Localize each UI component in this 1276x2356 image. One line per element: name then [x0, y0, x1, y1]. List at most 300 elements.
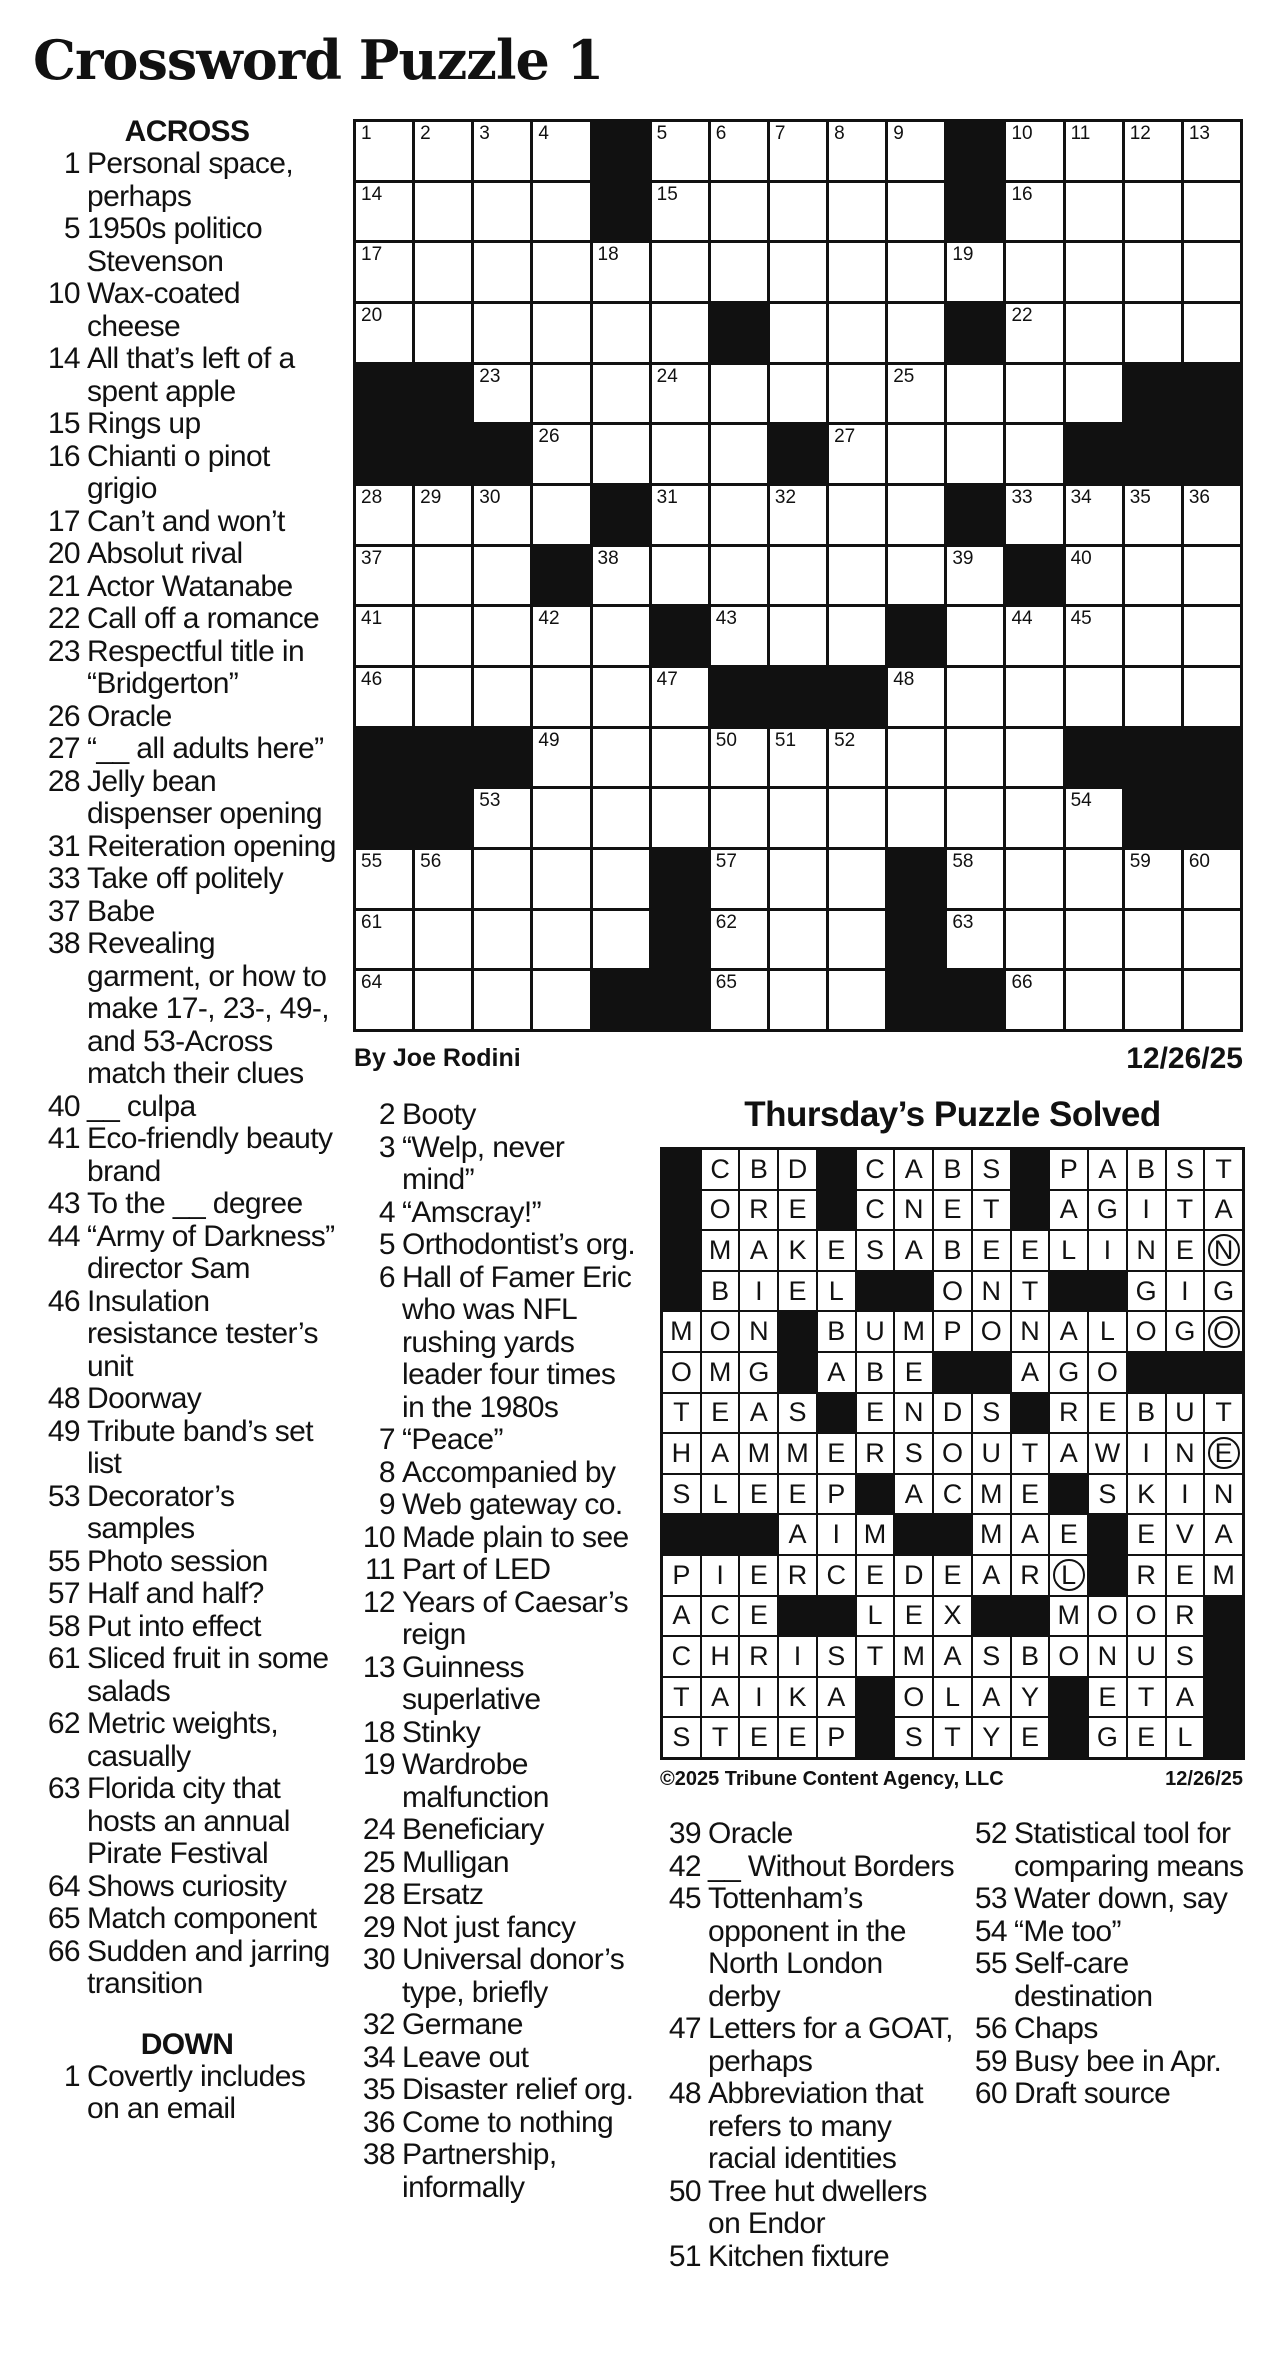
- grid-cell[interactable]: [533, 789, 589, 847]
- grid-block: [888, 971, 944, 1029]
- solution-cell: [973, 1678, 1010, 1717]
- solution-letter: C: [942, 1478, 963, 1509]
- grid-cell[interactable]: [829, 425, 885, 483]
- clue-text: Self-care destination: [1014, 1947, 1153, 2013]
- grid-cell[interactable]: [888, 789, 944, 847]
- grid-cell[interactable]: [947, 911, 1003, 969]
- grid-cell[interactable]: [1066, 911, 1122, 969]
- cell-number: 29: [420, 487, 442, 508]
- clue-text: “Me too”: [1014, 1914, 1121, 1948]
- grid-block: [829, 668, 885, 726]
- solution-letter: A: [943, 1640, 962, 1671]
- grid-block: [356, 365, 412, 423]
- grid-cell[interactable]: [474, 668, 530, 726]
- grid-cell[interactable]: [1184, 971, 1240, 1029]
- solution-cell: [779, 1231, 816, 1270]
- grid-cell[interactable]: [1006, 243, 1062, 301]
- byline: By Joe Rodini: [354, 1044, 521, 1072]
- grid-cell[interactable]: [474, 911, 530, 969]
- grid-cell[interactable]: [947, 607, 1003, 665]
- grid-cell[interactable]: [829, 183, 885, 241]
- grid-cell[interactable]: [1184, 911, 1240, 969]
- grid-cell[interactable]: [711, 547, 767, 605]
- grid-cell[interactable]: [711, 365, 767, 423]
- grid-cell[interactable]: [533, 486, 589, 544]
- grid-cell[interactable]: [770, 304, 826, 362]
- solution-cell: [857, 1556, 894, 1595]
- grid-cell[interactable]: [533, 971, 589, 1029]
- grid-cell[interactable]: [474, 183, 530, 241]
- grid-cell[interactable]: [533, 607, 589, 665]
- grid-cell[interactable]: [1184, 486, 1240, 544]
- grid-cell[interactable]: [1006, 911, 1062, 969]
- clue-text: Web gateway co.: [402, 1488, 623, 1521]
- grid-cell[interactable]: [711, 607, 767, 665]
- solution-letter: I: [793, 1640, 802, 1671]
- solution-letter: N: [904, 1397, 924, 1428]
- grid-cell[interactable]: [1006, 607, 1062, 665]
- grid-cell[interactable]: [888, 486, 944, 544]
- cell-number: 47: [656, 669, 678, 690]
- grid-cell[interactable]: [829, 122, 885, 180]
- grid-cell[interactable]: [770, 486, 826, 544]
- grid-cell[interactable]: [1006, 789, 1062, 847]
- grid-cell[interactable]: [829, 971, 885, 1029]
- down-clue: [660, 2078, 960, 2176]
- down-clue-list-part-2: [353, 1099, 643, 2204]
- grid-cell[interactable]: [652, 668, 708, 726]
- grid-cell[interactable]: [652, 304, 708, 362]
- grid-cell[interactable]: [1006, 850, 1062, 908]
- solution-block: [895, 1515, 932, 1554]
- solution-cell: [934, 1718, 971, 1757]
- grid-cell[interactable]: [652, 183, 708, 241]
- grid-cell[interactable]: [770, 183, 826, 241]
- grid-cell[interactable]: [1066, 607, 1122, 665]
- grid-cell[interactable]: [1184, 243, 1240, 301]
- solution-letter: O: [941, 1437, 963, 1468]
- solution-block: [779, 1312, 816, 1351]
- clue-number: 29: [362, 1910, 395, 1944]
- solution-letter: M: [979, 1478, 1003, 1509]
- grid-cell[interactable]: [593, 607, 649, 665]
- grid-cell[interactable]: [711, 486, 767, 544]
- grid-cell[interactable]: [888, 547, 944, 605]
- solution-letter: I: [1142, 1437, 1150, 1468]
- grid-cell[interactable]: [829, 486, 885, 544]
- grid-cell[interactable]: [1125, 183, 1181, 241]
- grid-cell[interactable]: [652, 789, 708, 847]
- grid-cell[interactable]: [652, 122, 708, 180]
- grid-cell[interactable]: [1125, 486, 1181, 544]
- grid-block: [652, 850, 708, 908]
- clue-text: Chianti o pinot grigio: [87, 439, 270, 505]
- cell-number: 27: [834, 426, 856, 448]
- grid-cell[interactable]: [888, 668, 944, 726]
- solution-cell: [779, 1272, 816, 1311]
- grid-cell[interactable]: [770, 971, 826, 1029]
- grid-cell[interactable]: [829, 850, 885, 908]
- grid-cell[interactable]: [415, 486, 471, 544]
- solution-letter: W: [1094, 1437, 1121, 1468]
- grid-cell[interactable]: [415, 911, 471, 969]
- grid-cell[interactable]: [474, 971, 530, 1029]
- clue-text: Call off a romance: [87, 602, 320, 635]
- grid-cell[interactable]: [711, 789, 767, 847]
- solution-cell: [1205, 1556, 1242, 1595]
- grid-cell[interactable]: [356, 547, 412, 605]
- grid-cell[interactable]: [1006, 668, 1062, 726]
- grid-cell[interactable]: [533, 304, 589, 362]
- grid-cell[interactable]: [533, 122, 589, 180]
- grid-cell[interactable]: [356, 911, 412, 969]
- solution-cell: [857, 1434, 894, 1473]
- grid-cell[interactable]: [829, 607, 885, 665]
- solution-letter: A: [1020, 1356, 1039, 1387]
- solution-letter: L: [1099, 1316, 1115, 1347]
- solution-cell: [857, 1515, 894, 1554]
- across-clue: [38, 1416, 336, 1481]
- solution-cell: [1050, 1231, 1087, 1270]
- solution-cell: [702, 1353, 739, 1392]
- grid-cell[interactable]: [593, 789, 649, 847]
- grid-block: [947, 183, 1003, 241]
- solution-letter: O: [1135, 1316, 1157, 1347]
- grid-block: [593, 486, 649, 544]
- solution-cell: [663, 1475, 700, 1514]
- solution-letter: A: [1059, 1194, 1078, 1225]
- clue-text: Partnership, informally: [402, 2138, 557, 2204]
- grid-cell[interactable]: [829, 789, 885, 847]
- grid-cell[interactable]: [356, 850, 412, 908]
- solution-letter: R: [749, 1194, 769, 1225]
- across-clue: [38, 343, 336, 408]
- grid-cell[interactable]: [415, 122, 471, 180]
- solution-letter: G: [1213, 1275, 1235, 1306]
- solution-cell: [1167, 1394, 1204, 1433]
- across-clue: [38, 1481, 336, 1546]
- grid-cell[interactable]: [711, 243, 767, 301]
- grid-cell[interactable]: [888, 425, 944, 483]
- grid-cell[interactable]: [593, 729, 649, 787]
- grid-cell[interactable]: [829, 243, 885, 301]
- grid-cell[interactable]: [947, 729, 1003, 787]
- grid-cell[interactable]: [1006, 365, 1062, 423]
- grid-cell[interactable]: [1066, 971, 1122, 1029]
- solution-block: [1205, 1597, 1242, 1636]
- crossword-grid[interactable]: [353, 119, 1243, 1032]
- grid-cell[interactable]: [1066, 243, 1122, 301]
- grid-cell[interactable]: [711, 850, 767, 908]
- grid-cell[interactable]: [415, 547, 471, 605]
- grid-cell[interactable]: [1066, 183, 1122, 241]
- grid-cell[interactable]: [770, 607, 826, 665]
- grid-cell[interactable]: [1184, 547, 1240, 605]
- grid-cell[interactable]: [652, 486, 708, 544]
- grid-cell[interactable]: [711, 183, 767, 241]
- solution-cell: [857, 1353, 894, 1392]
- solution-letter: G: [1058, 1356, 1080, 1387]
- grid-cell[interactable]: [593, 668, 649, 726]
- grid-cell[interactable]: [947, 365, 1003, 423]
- grid-cell[interactable]: [888, 122, 944, 180]
- grid-cell[interactable]: [356, 304, 412, 362]
- down-clue-list-part-1: [38, 2061, 336, 2126]
- grid-cell[interactable]: [947, 850, 1003, 908]
- grid-cell[interactable]: [888, 729, 944, 787]
- clue-text: Made plain to see: [402, 1520, 629, 1554]
- across-clue: [38, 1611, 336, 1644]
- grid-cell[interactable]: [652, 547, 708, 605]
- grid-cell[interactable]: [1066, 850, 1122, 908]
- grid-block: [947, 486, 1003, 544]
- grid-cell[interactable]: [770, 547, 826, 605]
- grid-cell[interactable]: [1125, 243, 1181, 301]
- solution-cell: [818, 1637, 855, 1676]
- grid-cell[interactable]: [770, 729, 826, 787]
- grid-cell[interactable]: [888, 183, 944, 241]
- solution-cell: [934, 1434, 971, 1473]
- grid-cell[interactable]: [770, 789, 826, 847]
- solution-cell: [1050, 1394, 1087, 1433]
- solution-cell: [895, 1678, 932, 1717]
- cell-number: 50: [715, 729, 737, 751]
- clue-text: Hall of Famer Eric who was NFL rushing yards leader four times in the 1980s: [402, 1260, 632, 1424]
- grid-cell[interactable]: [1125, 304, 1181, 362]
- grid-cell[interactable]: [1125, 668, 1181, 726]
- grid-cell[interactable]: [533, 729, 589, 787]
- solution-letter: E: [827, 1437, 846, 1468]
- cell-number: 40: [1070, 547, 1092, 569]
- grid-cell[interactable]: [711, 729, 767, 787]
- solution-letter: A: [749, 1397, 768, 1428]
- grid-cell[interactable]: [1184, 304, 1240, 362]
- grid-cell[interactable]: [947, 668, 1003, 726]
- grid-cell[interactable]: [593, 365, 649, 423]
- grid-cell[interactable]: [829, 729, 885, 787]
- grid-cell[interactable]: [1125, 607, 1181, 665]
- clue-text: Letters for a GOAT, perhaps: [708, 2012, 953, 2078]
- grid-cell[interactable]: [474, 365, 530, 423]
- grid-cell[interactable]: [415, 243, 471, 301]
- solution-letter: C: [710, 1153, 730, 1184]
- grid-cell[interactable]: [356, 486, 412, 544]
- grid-cell[interactable]: [947, 547, 1003, 605]
- grid-cell[interactable]: [1066, 789, 1122, 847]
- grid-cell[interactable]: [474, 607, 530, 665]
- solution-letter: E: [827, 1234, 846, 1265]
- solution-letter: R: [1175, 1600, 1195, 1631]
- grid-cell[interactable]: [593, 850, 649, 908]
- grid-cell[interactable]: [356, 122, 412, 180]
- grid-cell[interactable]: [1125, 122, 1181, 180]
- grid-cell[interactable]: [593, 911, 649, 969]
- solution-letter: U: [1136, 1640, 1156, 1671]
- solution-letter: T: [673, 1397, 690, 1428]
- grid-cell[interactable]: [770, 243, 826, 301]
- grid-cell[interactable]: [356, 243, 412, 301]
- grid-cell[interactable]: [947, 789, 1003, 847]
- solution-letter: E: [904, 1356, 923, 1387]
- solution-letter: L: [828, 1275, 844, 1306]
- cell-number: 26: [538, 426, 560, 448]
- clue-text: “Peace”: [402, 1423, 503, 1456]
- across-clue: [38, 1936, 336, 2001]
- grid-cell[interactable]: [1125, 850, 1181, 908]
- grid-cell[interactable]: [1125, 971, 1181, 1029]
- grid-cell[interactable]: [652, 729, 708, 787]
- cell-number: 3: [479, 123, 490, 144]
- grid-cell[interactable]: [415, 304, 471, 362]
- grid-cell[interactable]: [356, 607, 412, 665]
- solution-cell: [1012, 1718, 1049, 1757]
- grid-cell[interactable]: [474, 486, 530, 544]
- grid-cell[interactable]: [474, 789, 530, 847]
- clue-text: Insulation resistance tester’s unit: [87, 1284, 318, 1383]
- grid-cell[interactable]: [415, 607, 471, 665]
- grid-cell[interactable]: [356, 183, 412, 241]
- grid-cell[interactable]: [1066, 668, 1122, 726]
- clue-text: Covertly includes on an email: [87, 2059, 306, 2125]
- grid-cell[interactable]: [711, 971, 767, 1029]
- grid-cell[interactable]: [652, 243, 708, 301]
- grid-cell[interactable]: [533, 425, 589, 483]
- grid-cell[interactable]: [652, 425, 708, 483]
- solution-letter: A: [788, 1519, 807, 1550]
- cell-number: 12: [1129, 123, 1151, 144]
- grid-cell[interactable]: [356, 668, 412, 726]
- solution-cell: [818, 1272, 855, 1311]
- grid-cell[interactable]: [1006, 183, 1062, 241]
- grid-cell[interactable]: [1066, 486, 1122, 544]
- solution-cell: [895, 1556, 932, 1595]
- grid-cell[interactable]: [593, 243, 649, 301]
- cell-number: 18: [597, 244, 619, 266]
- grid-cell[interactable]: [533, 850, 589, 908]
- grid-cell[interactable]: [770, 365, 826, 423]
- grid-cell[interactable]: [770, 850, 826, 908]
- grid-cell[interactable]: [1125, 911, 1181, 969]
- down-clue: [353, 2107, 643, 2140]
- grid-cell[interactable]: [415, 971, 471, 1029]
- grid-cell[interactable]: [888, 365, 944, 423]
- grid-cell[interactable]: [593, 425, 649, 483]
- grid-cell[interactable]: [533, 668, 589, 726]
- grid-cell[interactable]: [711, 122, 767, 180]
- solution-letter: B: [943, 1153, 962, 1184]
- grid-cell[interactable]: [474, 304, 530, 362]
- clue-text: Tree hut dwellers on Endor: [708, 2174, 927, 2240]
- solution-cell: [1167, 1231, 1204, 1270]
- cell-number: 15: [656, 183, 678, 205]
- grid-cell[interactable]: [1184, 850, 1240, 908]
- grid-cell[interactable]: [593, 547, 649, 605]
- grid-cell[interactable]: [1125, 547, 1181, 605]
- grid-cell[interactable]: [1066, 304, 1122, 362]
- grid-cell[interactable]: [652, 365, 708, 423]
- grid-block: [356, 729, 412, 787]
- grid-cell[interactable]: [415, 850, 471, 908]
- grid-cell[interactable]: [415, 668, 471, 726]
- grid-cell[interactable]: [474, 122, 530, 180]
- grid-cell[interactable]: [533, 243, 589, 301]
- grid-cell[interactable]: [1006, 304, 1062, 362]
- solution-cell: [895, 1394, 932, 1433]
- grid-cell[interactable]: [1066, 365, 1122, 423]
- grid-cell[interactable]: [829, 304, 885, 362]
- grid-cell[interactable]: [829, 365, 885, 423]
- solution-letter: A: [711, 1681, 730, 1712]
- grid-cell[interactable]: [711, 425, 767, 483]
- grid-cell[interactable]: [533, 183, 589, 241]
- clue-number: 5: [378, 1228, 395, 1261]
- solution-letter: N: [1020, 1316, 1040, 1347]
- solution-cell: [973, 1272, 1010, 1311]
- solution-cell: [1205, 1231, 1242, 1270]
- grid-cell[interactable]: [1006, 122, 1062, 180]
- grid-cell[interactable]: [829, 547, 885, 605]
- grid-cell[interactable]: [1006, 425, 1062, 483]
- grid-cell[interactable]: [888, 304, 944, 362]
- grid-cell[interactable]: [474, 243, 530, 301]
- grid-cell[interactable]: [947, 425, 1003, 483]
- down-clue: [353, 1847, 643, 1880]
- solution-letter: S: [827, 1640, 846, 1671]
- grid-cell[interactable]: [1066, 122, 1122, 180]
- grid-cell[interactable]: [711, 911, 767, 969]
- grid-cell[interactable]: [888, 243, 944, 301]
- grid-cell[interactable]: [947, 243, 1003, 301]
- clue-text: To the __ degree: [87, 1187, 303, 1220]
- across-clue: [38, 733, 336, 766]
- grid-cell[interactable]: [770, 122, 826, 180]
- solution-cell: [1167, 1312, 1204, 1351]
- grid-cell[interactable]: [474, 547, 530, 605]
- grid-cell[interactable]: [593, 304, 649, 362]
- grid-cell[interactable]: [770, 911, 826, 969]
- solution-letter: E: [1208, 1437, 1240, 1469]
- grid-cell[interactable]: [474, 850, 530, 908]
- clue-number: 51: [668, 2239, 701, 2273]
- grid-cell[interactable]: [356, 971, 412, 1029]
- across-clue: [38, 928, 336, 1091]
- clue-number: 48: [668, 2077, 701, 2110]
- grid-cell[interactable]: [415, 183, 471, 241]
- grid-cell[interactable]: [1006, 486, 1062, 544]
- grid-block: [888, 850, 944, 908]
- clue-text: Sliced fruit in some salads: [87, 1642, 329, 1708]
- grid-block: [1066, 729, 1122, 787]
- solution-letter: I: [755, 1681, 763, 1712]
- grid-cell[interactable]: [1184, 668, 1240, 726]
- grid-cell[interactable]: [1184, 183, 1240, 241]
- grid-cell[interactable]: [829, 911, 885, 969]
- grid-cell[interactable]: [533, 365, 589, 423]
- solution-block: [663, 1191, 700, 1230]
- solution-cell: [1128, 1394, 1165, 1433]
- grid-cell[interactable]: [1006, 971, 1062, 1029]
- clue-number: 21: [47, 569, 80, 603]
- grid-block: [415, 365, 471, 423]
- clue-text: Oracle: [708, 1817, 793, 1850]
- grid-cell[interactable]: [1066, 547, 1122, 605]
- grid-cell[interactable]: [533, 911, 589, 969]
- grid-cell[interactable]: [1184, 122, 1240, 180]
- grid-cell[interactable]: [1006, 729, 1062, 787]
- grid-cell[interactable]: [1184, 607, 1240, 665]
- solution-cell: [895, 1597, 932, 1636]
- solution-cell: [973, 1637, 1010, 1676]
